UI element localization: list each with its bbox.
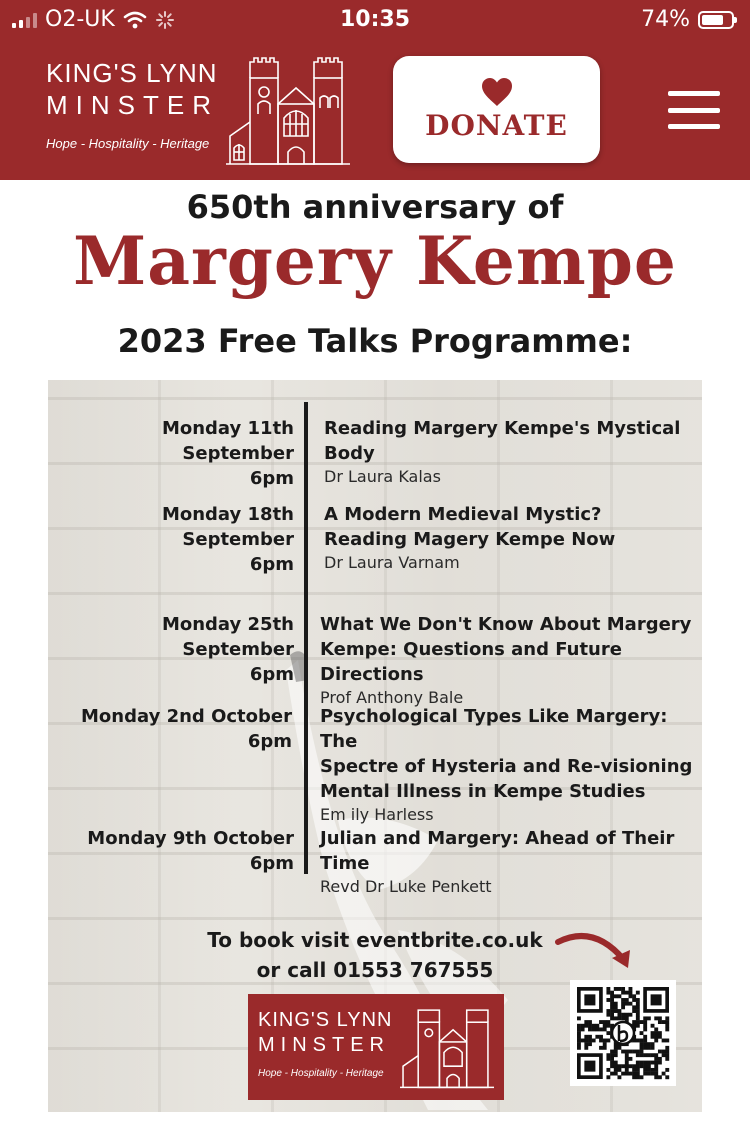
hamburger-icon[interactable] [668, 91, 720, 129]
programme-heading: 2023 Free Talks Programme: [117, 322, 633, 360]
event-datetime [48, 502, 294, 577]
clock: 10:35 [339, 7, 411, 32]
battery-icon [698, 11, 734, 29]
event-title-line: Reading Margery Kempe's Mystical Body [324, 418, 681, 464]
event-speaker: Dr Laura Kalas [324, 467, 441, 486]
logo-badge-text [258, 1008, 392, 1079]
logo-tagline: Hope - Hospitality - Heritage [46, 136, 210, 151]
event-title-line: Psychological Types Like Margery: The [320, 706, 668, 752]
logo-badge-line1: KING'S LYNN [258, 1009, 393, 1031]
event-title-line: Julian and Margery: Ahead of Their Time [320, 828, 675, 874]
donate-label: DONATE [425, 109, 568, 142]
battery-fill [702, 15, 723, 25]
logo-badge-tagline: Hope - Hospitality - Heritage [258, 1068, 384, 1079]
event-day: Monday 9th October [87, 828, 294, 849]
event-details [324, 416, 702, 488]
event-title-line: Mental Illness in Kempe Studies [320, 781, 646, 802]
event-title-line: A Modern Medieval Mystic? [324, 504, 602, 525]
donate-button[interactable] [393, 56, 600, 163]
logo-line1: KING'S LYNN [46, 58, 218, 88]
event-title-line: Spectre of Hysteria and Re-visioning [320, 756, 693, 777]
event-speaker: Prof Anthony Bale [320, 688, 464, 707]
event-day: Monday 11th September [161, 418, 294, 464]
site-logo[interactable] [46, 58, 219, 151]
event-details [320, 826, 702, 898]
anniversary-heading: 650th anniversary of [186, 188, 564, 226]
booking-line2[interactable]: or call 01553 767555 [256, 958, 494, 982]
event-time: 6pm [249, 554, 294, 575]
minster-logo-badge [248, 994, 504, 1100]
event-speaker: Revd Dr Luke Penkett [320, 877, 492, 896]
event-datetime [87, 826, 294, 876]
event-title-line: What We Don't Know About Margery [320, 614, 692, 635]
event-day: Monday 18th September [161, 504, 294, 550]
status-bar [0, 0, 750, 40]
event-details [320, 704, 702, 826]
battery-percent: 74% [641, 7, 690, 32]
event-datetime [48, 416, 294, 491]
logo-badge-line2: MINSTER [258, 1034, 390, 1056]
event-day: Monday 25th September [161, 614, 294, 660]
qr-code[interactable] [570, 980, 676, 1086]
event-time: 6pm [249, 853, 294, 874]
event-datetime [48, 612, 294, 687]
site-header [0, 40, 750, 180]
church-outline-icon [400, 1004, 494, 1092]
event-time: 6pm [249, 664, 294, 685]
church-outline-icon [226, 56, 350, 168]
event-datetime [81, 704, 292, 754]
event-speaker: Em ily Harless [320, 805, 434, 824]
event-speaker: Dr Laura Varnam [324, 553, 460, 572]
margery-kempe-title: Margery Kempe [73, 222, 677, 300]
event-day: Monday 2nd October [81, 706, 292, 727]
heart-icon [481, 77, 513, 107]
event-time: 6pm [249, 468, 294, 489]
event-title-line: Reading Magery Kempe Now [324, 529, 616, 550]
booking-line1[interactable]: To book visit eventbrite.co.uk [207, 928, 543, 952]
event-title-line: Kempe: Questions and Future Directions [320, 639, 622, 685]
event-time: 6pm [247, 731, 292, 752]
programme-divider [304, 402, 308, 874]
logo-line2: MINSTER [46, 90, 219, 120]
booking-info [0, 925, 750, 985]
carrier-label: O2-UK [45, 7, 115, 32]
status-right [641, 7, 734, 32]
curved-arrow-icon [554, 928, 636, 972]
event-details [320, 612, 702, 709]
event-details [324, 502, 615, 574]
